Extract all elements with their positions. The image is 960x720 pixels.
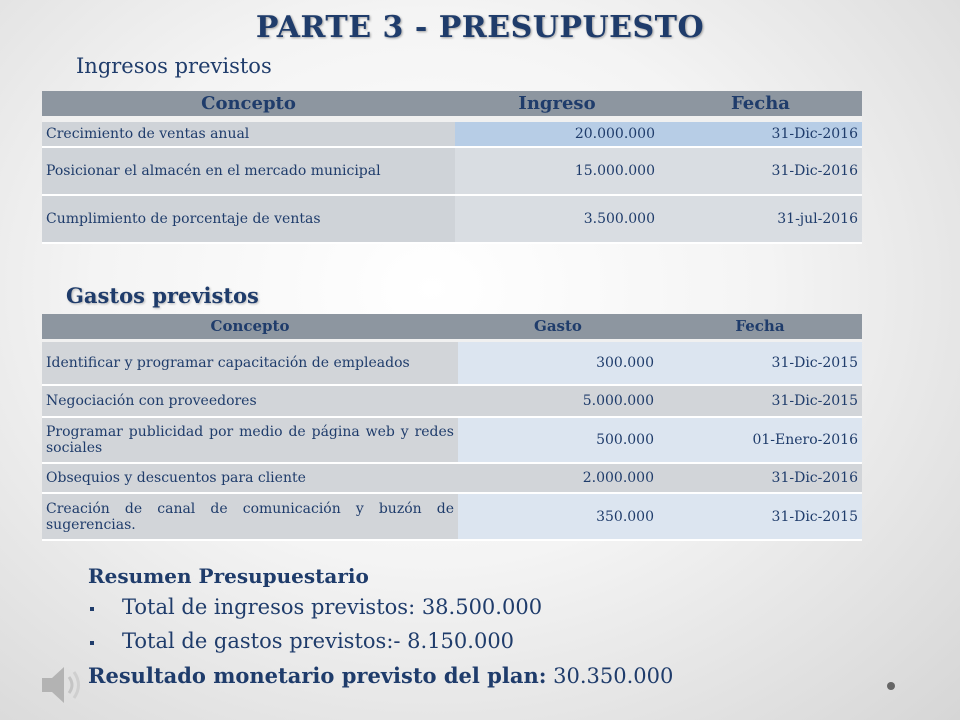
income-date: 31-Dic-2016 bbox=[659, 147, 862, 195]
expense-date: 31-Dic-2015 bbox=[658, 385, 862, 417]
income-amount: 20.000.000 bbox=[455, 119, 659, 147]
expense-amount: 5.000.000 bbox=[458, 385, 658, 417]
expense-amount: 2.000.000 bbox=[458, 463, 658, 493]
expense-concept: Creación de canal de comunicación y buzón de sugerencias. bbox=[42, 493, 458, 540]
result-value: 30.350.000 bbox=[546, 664, 674, 688]
income-amount: 15.000.000 bbox=[455, 147, 659, 195]
bullet-icon bbox=[90, 607, 94, 611]
expense-date: 01-Enero-2016 bbox=[658, 417, 862, 463]
expense-amount: 350.000 bbox=[458, 493, 658, 540]
expenses-col-date: Fecha bbox=[658, 314, 862, 340]
table-row bbox=[42, 385, 862, 417]
expense-date: 31-Dic-2015 bbox=[658, 493, 862, 540]
income-concept: Posicionar el almacén en el mercado municipal bbox=[42, 147, 455, 195]
expenses-col-concept: Concepto bbox=[42, 314, 458, 340]
income-amount: 3.500.000 bbox=[455, 195, 659, 243]
expenses-heading: Gastos previstos bbox=[66, 283, 259, 308]
income-col-date: Fecha bbox=[659, 91, 862, 119]
expenses-table bbox=[42, 314, 862, 541]
income-col-concept: Concepto bbox=[42, 91, 455, 119]
income-date: 31-Dic-2016 bbox=[659, 119, 862, 147]
income-col-amount: Ingreso bbox=[455, 91, 659, 119]
summary-item-text: Total de ingresos previstos: 38.500.000 bbox=[122, 595, 543, 619]
expense-amount: 300.000 bbox=[458, 340, 658, 385]
expense-concept: Identificar y programar capacitación de empleados bbox=[42, 340, 458, 385]
expense-date: 31-Dic-2016 bbox=[658, 463, 862, 493]
expense-concept: Obsequios y descuentos para cliente bbox=[42, 463, 458, 493]
budget-summary bbox=[88, 564, 542, 658]
table-row bbox=[42, 340, 862, 385]
table-row bbox=[42, 463, 862, 493]
table-row bbox=[42, 417, 862, 463]
speaker-icon[interactable] bbox=[38, 662, 88, 712]
summary-item-text: Total de gastos previstos:- 8.150.000 bbox=[122, 629, 515, 653]
bullet-icon bbox=[90, 641, 94, 645]
summary-item bbox=[90, 624, 542, 658]
table-row bbox=[42, 147, 862, 195]
expenses-col-amount: Gasto bbox=[458, 314, 658, 340]
table-row bbox=[42, 195, 862, 243]
result-line bbox=[88, 659, 673, 693]
nav-dot[interactable] bbox=[887, 682, 895, 690]
expense-amount: 500.000 bbox=[458, 417, 658, 463]
expense-concept: Negociación con proveedores bbox=[42, 385, 458, 417]
income-concept: Cumplimiento de porcentaje de ventas bbox=[42, 195, 455, 243]
expense-concept: Programar publicidad por medio de página web y redes sociales bbox=[42, 417, 458, 463]
result-label: Resultado monetario previsto del plan: bbox=[88, 663, 547, 688]
table-row bbox=[42, 119, 862, 147]
income-concept: Crecimiento de ventas anual bbox=[42, 119, 455, 147]
income-heading: Ingresos previstos bbox=[76, 54, 272, 78]
income-table bbox=[42, 91, 862, 244]
income-date: 31-jul-2016 bbox=[659, 195, 862, 243]
summary-title: Resumen Presupuestario bbox=[88, 564, 369, 588]
expense-date: 31-Dic-2015 bbox=[658, 340, 862, 385]
summary-item bbox=[90, 590, 542, 624]
table-row bbox=[42, 493, 862, 540]
page-title: PARTE 3 - PRESUPUESTO bbox=[255, 10, 705, 45]
